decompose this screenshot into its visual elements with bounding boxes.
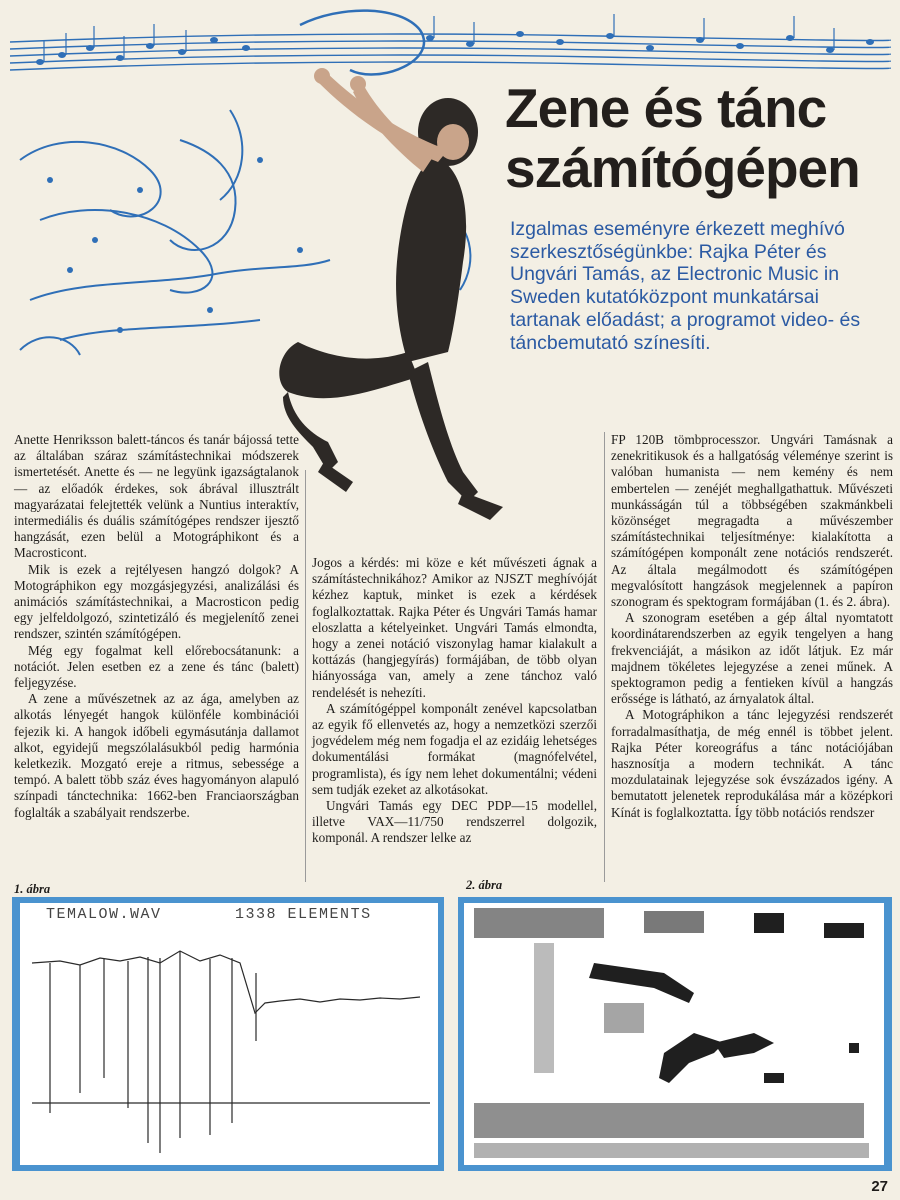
paragraph: Jogos a kérdés: mi köze e két művészeti ágnak a számítástechnikához? Amikor az NJSZT meghívóját kézhez kaptuk, minket is ezek a kérdések foglalkoztattak. Rajka Péter és Ungvári Tamás hamar eloszlatta a kételyeinket. Ungvári Tamás elmondta, hogy a zenei notáció viszonylag hamar kialakult a kottázás (hangjegyírás) formájában, de több olyan hiányossága van, amely a zene tánchoz való rendelését is nehezíti. xyxy=(312,555,597,700)
sonogram-elements: 1338 ELEMENTS xyxy=(235,906,372,923)
article-column-3 xyxy=(611,432,893,821)
article-title xyxy=(505,78,900,198)
column-divider-2 xyxy=(604,432,605,882)
paragraph: Anette Henriksson balett-táncos és tanár bájossá tette az általában száraz számítástechnikai módszerek ismertetését. Anette és — ne legyünk igazságtalanok — az előadók érdekes, sok ábrával illusztrált magyarázatai felejtették velünk a Nuntius interaktív, intermediális és duális számítógépes rendszer ijesztő hangzását, ezen belül a Motográphikont és a Macrosticont. xyxy=(14,432,299,561)
column-divider-1 xyxy=(305,470,306,882)
sonogram-filename: TEMALOW.WAV xyxy=(46,906,162,923)
paragraph: FP 120B tömbprocesszor. Ungvári Tamásnak a zenekritikusok és a hallgatóság véleménye szerint is valóban humanista — nem kemény és nem embertelen — zenéjét meghallgathattuk. Művészeti munkásságán túl a többségében szakmánkbeli közönséget megragadta a művészember számítástechnikai teljesítménye: kialakította a számítógépen komponált zene notációs rendszerét. Az általa megálmodott és számítógépen megvalósított hangzások megjelennek a papíron szonogram és spektogram formájában (1. és 2. ábra). xyxy=(611,432,893,610)
article-column-1 xyxy=(14,432,299,821)
title-line-1: Zene és tánc xyxy=(505,77,827,139)
paragraph: Még egy fogalmat kell előrebocsátanunk: a notációt. Jelen esetben ez a zene és tánc (balett) feljegyzése. xyxy=(14,642,299,691)
figure-2-caption: 2. ábra xyxy=(466,878,503,892)
paragraph: A Motográphikon a tánc lejegyzési rendszerét forradalmasíthatja, de még ennél is többet jelent. Rajka Péter koreográfus a tánc notációjában hasznosítja a modern technikát. A tánc mozdulatainak lejegyzése sok évszázados igény. A bemutatott jelenetek reprodukálása már a középkori Kínát is foglalkoztatta. Így több notációs rendszer xyxy=(611,707,893,820)
paragraph: Mik is ezek a rejtélyesen hangzó dolgok? A Motográphikon egy mozgásjegyzési, analizálási és animációs számítástechnikai, a Macrosticon pedig egy jelfeldolgozó, szintetizáló és megjelenítő zenei rendszer, szintén számítógépen. xyxy=(14,561,299,642)
title-line-2: számítógépen xyxy=(505,137,860,199)
page-number: 27 xyxy=(871,1178,888,1195)
article-intro: Izgalmas eseményre érkezett meghívó szerkesztőségünkbe: Rajka Péter és Ungvári Tamás, az Electronic Music in Sweden kutatóközpont munkatársai tartanak előadást; a programot video- és táncbemutató színesíti. xyxy=(510,218,861,354)
sonogram-plot xyxy=(20,903,438,1165)
article-column-2 xyxy=(312,555,597,847)
paragraph: A szonogram esetében a gép által nyomtatott koordinátarendszerben az egyik tengelyen a hang frekvenciáját, a másikon az időt látjuk. Ez már majdnem tökéletes lejegyzése a zenei műnek. A spektogramon pedig a fentieken kívül a hangzás erőssége is látható, az árnyalatok által. xyxy=(611,610,893,707)
paragraph: A zene a művészetnek az az ága, amelyben az alkotás lényegét hangok különféle kombinációi fejezik ki. A hangok időbeli egymásutánja dallamot alkot, egyidejű megszólalásukból pedig harmónia keletkezik. Mozgató ereje a ritmus, sebessége a tempó. A balett több száz éves hagyományon alapuló színpadi tánctechnika: 1662-ben Franciaországban foglalták a szabályait rendszerbe. xyxy=(14,691,299,820)
paragraph: A számítógéppel komponált zenével kapcsolatban az egyik fő ellenvetés az, hogy a nemzetközi szerzői jogvédelem még nem fogadja el az ezidáig lehetséges dokumentálási formákat (magnófelvétel, programlista), és így nem lehet dokumentálni; védeni sem tudják ezeket az alkotásokat. xyxy=(312,700,597,797)
spectrogram-plot xyxy=(464,903,884,1165)
paragraph: Ungvári Tamás egy DEC PDP—15 modellel, illetve VAX—11/750 rendszerrel dolgozik, komponál. A rendszer lelke az xyxy=(312,798,597,846)
figure-1-caption: 1. ábra xyxy=(14,882,51,896)
